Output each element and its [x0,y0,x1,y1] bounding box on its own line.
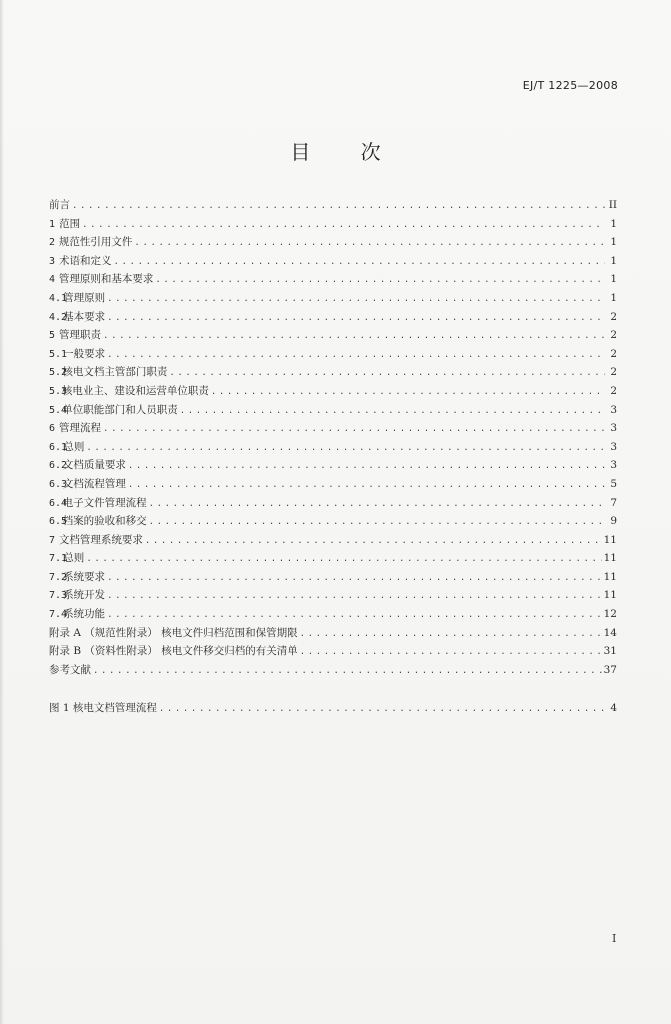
dot-leader [82,216,605,235]
toc-entry-number: 7.1 [49,553,68,565]
toc-entry-page: 7 [610,496,617,509]
toc-entry-number: 4 [49,274,56,286]
toc-entry-number: 7.2 [49,571,68,583]
toc-entry-number: 6.4 [49,497,68,509]
toc-entry-page: 5 [610,477,617,490]
toc-entry-title: 电子文件管理流程 [62,496,147,509]
dot-leader [103,327,605,346]
toc-entry-title: 文档管理系统要求 [58,533,143,546]
toc-entry[interactable] [49,326,617,345]
toc-entry[interactable] [49,438,617,457]
toc-entry-title: 范围 [59,217,81,230]
toc-entry-title: 核电业主、建设和运营单位职责 [61,384,209,397]
toc-entry[interactable] [49,233,617,252]
dot-leader [107,309,605,328]
toc-entry-number: 1 [49,218,56,230]
toc-entry-number: 6 [49,423,56,435]
toc-entry-number: 2 [49,237,56,249]
toc-entry-page: 2 [610,347,617,360]
toc-entry-page: 3 [610,422,617,435]
figure-entry[interactable] [49,699,617,718]
toc-entry-title: 前言 [49,199,70,211]
toc-entry[interactable] [49,401,617,420]
toc-entry-title: 附录 B （资料性附录） 核电文件移交归档的有关清单 [49,645,298,658]
toc-entry[interactable] [49,475,617,494]
dot-leader [128,457,605,476]
toc-entry-title: 档案的验收和移交 [62,515,147,528]
toc-entry-number: 4.1 [49,292,68,304]
toc-entry[interactable] [49,382,617,401]
dot-leader [107,587,602,606]
toc-entry-page: 1 [610,217,617,230]
page-number: I [612,932,617,945]
dot-leader [159,700,605,719]
toc-entry-title: 系统开发 [63,589,106,602]
toc-entry-number: 5 [49,330,56,342]
toc-entry-page: 11 [603,533,617,546]
dot-leader [155,271,605,290]
toc-entry-page: 11 [603,570,617,583]
toc-entry-number: 6.1 [49,441,68,453]
standard-number: EJ/T 1225—2008 [522,79,618,92]
dot-leader [149,513,605,532]
dot-leader [107,569,602,588]
toc-entry-title: 规范性引用文件 [58,236,133,249]
toc-entry[interactable] [49,345,617,364]
toc-entry-title: 文档流程管理 [62,477,126,490]
toc-entry-page: 1 [610,254,617,267]
toc-entry-page: 1 [610,291,617,304]
dot-leader [134,234,605,253]
toc-entry-page: 37 [603,663,617,676]
toc-entry[interactable] [49,624,617,643]
page-title: 目 次 [290,140,403,164]
toc-entry-title: 总则 [63,552,85,565]
toc-entry[interactable] [49,252,617,271]
toc-entry-number: 6.2 [49,460,68,472]
toc-entry[interactable] [49,642,617,661]
dot-leader [149,495,605,514]
dot-leader [72,197,605,216]
toc-entry-number: 4.2 [49,311,68,323]
toc-entry[interactable] [49,196,617,215]
dot-leader [211,383,605,402]
toc-entry-number: 7.4 [49,609,68,621]
toc-entry-page: 3 [610,459,617,472]
toc-entry-number: 6.3 [49,478,68,490]
toc-entry-page: II [608,199,617,211]
toc-entry[interactable] [49,308,617,327]
toc-entry-page: 3 [610,440,617,453]
dot-leader [107,606,602,625]
toc-entry-title: 系统功能 [63,608,106,621]
toc-entry-number: 5.4 [49,404,68,416]
toc-entry[interactable] [49,270,617,289]
toc-entry-page: 1 [610,236,617,249]
toc-entry-page: 2 [610,384,617,397]
toc-entry-title: 管理职责 [59,329,102,342]
toc-entry-number: 5.3 [49,385,68,397]
toc-entry[interactable] [49,363,617,382]
toc-entry-title: 基本要求 [63,310,106,323]
toc-entry[interactable] [49,605,617,624]
toc-entry[interactable] [49,289,617,308]
toc-entry-page: 2 [610,366,617,379]
toc-entry[interactable] [49,549,617,568]
dot-leader [128,476,605,495]
toc-entry-number: 7.3 [49,590,68,602]
toc-entry-page: 31 [603,645,617,658]
table-of-contents [49,196,617,718]
toc-entry-title: 核电文档主管部门职责 [62,366,168,379]
toc-entry-page: 11 [603,589,617,602]
toc-entry-title: 一般要求 [63,347,106,360]
toc-entry-page: 2 [610,310,617,323]
toc-entry-number: 6.5 [49,516,68,528]
dot-leader [300,643,602,662]
toc-entry-number: 5.2 [49,367,68,379]
dot-leader [86,550,601,569]
toc-entry[interactable] [49,531,617,550]
dot-leader [103,420,605,439]
toc-entry-title: 术语和定义 [59,254,112,267]
dot-leader [107,346,605,365]
toc-entry[interactable] [49,512,617,531]
toc-entry-page: 14 [603,626,617,639]
toc-entry-page: 11 [603,552,617,565]
toc-entry-page: 4 [610,702,617,715]
toc-entry[interactable] [49,568,617,587]
toc-entry-title: 管理原则 [63,291,106,304]
toc-entry-page: 12 [603,608,617,621]
toc-entry[interactable] [49,494,617,513]
toc-entry-number: 5.1 [49,348,68,360]
toc-entry-page: 1 [610,273,617,286]
dot-leader [145,532,602,551]
toc-entry-title: 文档质量要求 [62,459,126,472]
toc-entry-number: 3 [49,255,56,267]
toc-entry-title: 总则 [63,440,85,453]
toc-entry-page: 9 [610,515,617,528]
toc-entry[interactable] [49,215,617,234]
toc-entry[interactable] [49,661,617,680]
toc-entry-title: 管理原则和基本要求 [58,273,154,286]
toc-entry[interactable] [49,419,617,438]
toc-entry-title: 参考文献 [49,663,91,676]
toc-entry-title: 系统要求 [63,570,106,583]
toc-entry-title: 附录 A （规范性附录） 核电文件归档范围和保管期限 [49,626,298,639]
dot-leader [180,402,605,421]
dot-leader [93,662,602,681]
toc-entry-number: 7 [49,534,56,546]
toc-entry-page: 3 [610,403,617,416]
toc-entry[interactable] [49,586,617,605]
dot-leader [169,364,605,383]
dot-leader [107,290,605,309]
toc-entry-title: 单位职能部门和人员职责 [62,403,178,416]
toc-entry-title: 管理流程 [59,422,102,435]
dot-leader [300,625,602,644]
toc-entry-title: 图 1 核电文档管理流程 [49,702,157,715]
dot-leader [114,253,605,272]
dot-leader [86,439,605,458]
toc-entry-page: 2 [610,329,617,342]
toc-entry[interactable] [49,456,617,475]
